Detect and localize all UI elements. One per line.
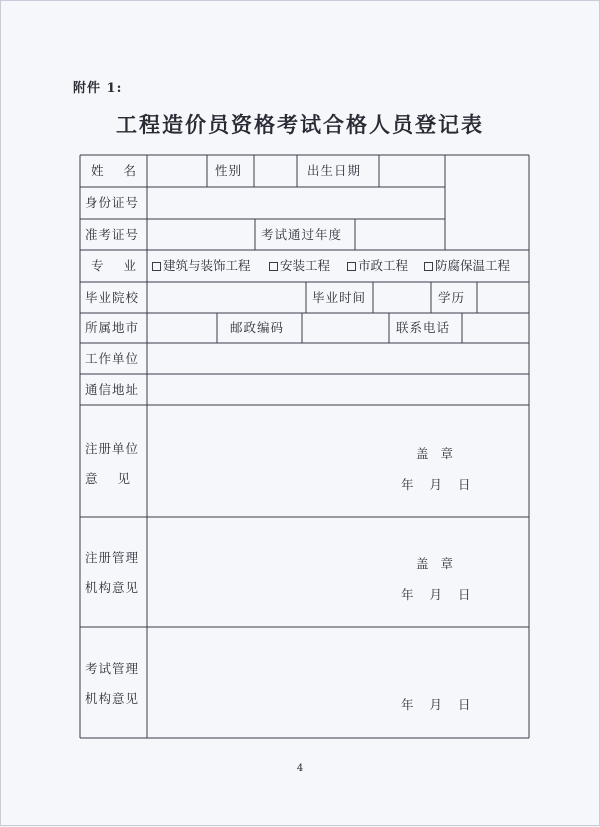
checkbox-icon[interactable] <box>269 262 278 271</box>
form-title: 工程造价员资格考试合格人员登记表 <box>116 112 484 137</box>
opinion-1-label-line2: 意见 <box>85 471 151 486</box>
major-label: 专业 <box>91 258 157 273</box>
checkbox-icon[interactable] <box>152 262 161 271</box>
opinion-2-label-line1: 注册管理 <box>85 550 140 565</box>
opinion-1-label-line1: 注册单位 <box>85 441 140 456</box>
opinion-1-seal: 盖章 <box>416 446 466 461</box>
checkbox-icon[interactable] <box>347 262 356 271</box>
education-label: 学历 <box>438 290 466 305</box>
employer-label: 工作单位 <box>85 351 140 366</box>
region-label: 所属地市 <box>85 320 140 335</box>
gender-label: 性别 <box>215 163 243 178</box>
name-label: 姓名 <box>91 163 157 178</box>
mailing-address-label: 通信地址 <box>85 382 140 397</box>
opinion-3-label-line1: 考试管理 <box>85 661 140 676</box>
page-number: 4 <box>296 763 304 774</box>
graduation-time-label: 毕业时间 <box>312 290 367 305</box>
opinion-2-label-line2: 机构意见 <box>85 580 140 595</box>
major-option-decoration[interactable]: 建筑与装饰工程 <box>152 258 251 274</box>
contact-phone-label: 联系电话 <box>396 320 451 335</box>
opinion-3-date: 年月日 <box>401 697 487 712</box>
birthdate-label: 出生日期 <box>307 163 362 178</box>
major-option-installation[interactable]: 安装工程 <box>269 258 330 274</box>
opinion-2-date: 年月日 <box>401 587 487 602</box>
opinion-3-label-line2: 机构意见 <box>85 691 140 706</box>
graduate-school-label: 毕业院校 <box>85 290 140 305</box>
postcode-label: 邮政编码 <box>230 320 285 335</box>
exam-pass-year-label: 考试通过年度 <box>261 227 343 242</box>
admission-ticket-label: 准考证号 <box>85 227 140 242</box>
attachment-label: 附件 1: <box>73 81 123 96</box>
opinion-1-date: 年月日 <box>401 477 487 492</box>
opinion-2-seal: 盖章 <box>416 556 466 571</box>
major-option-municipal[interactable]: 市政工程 <box>347 258 408 274</box>
major-option-anticorrosion[interactable]: 防腐保温工程 <box>424 258 510 274</box>
checkbox-icon[interactable] <box>424 262 433 271</box>
id-number-label: 身份证号 <box>85 195 140 210</box>
